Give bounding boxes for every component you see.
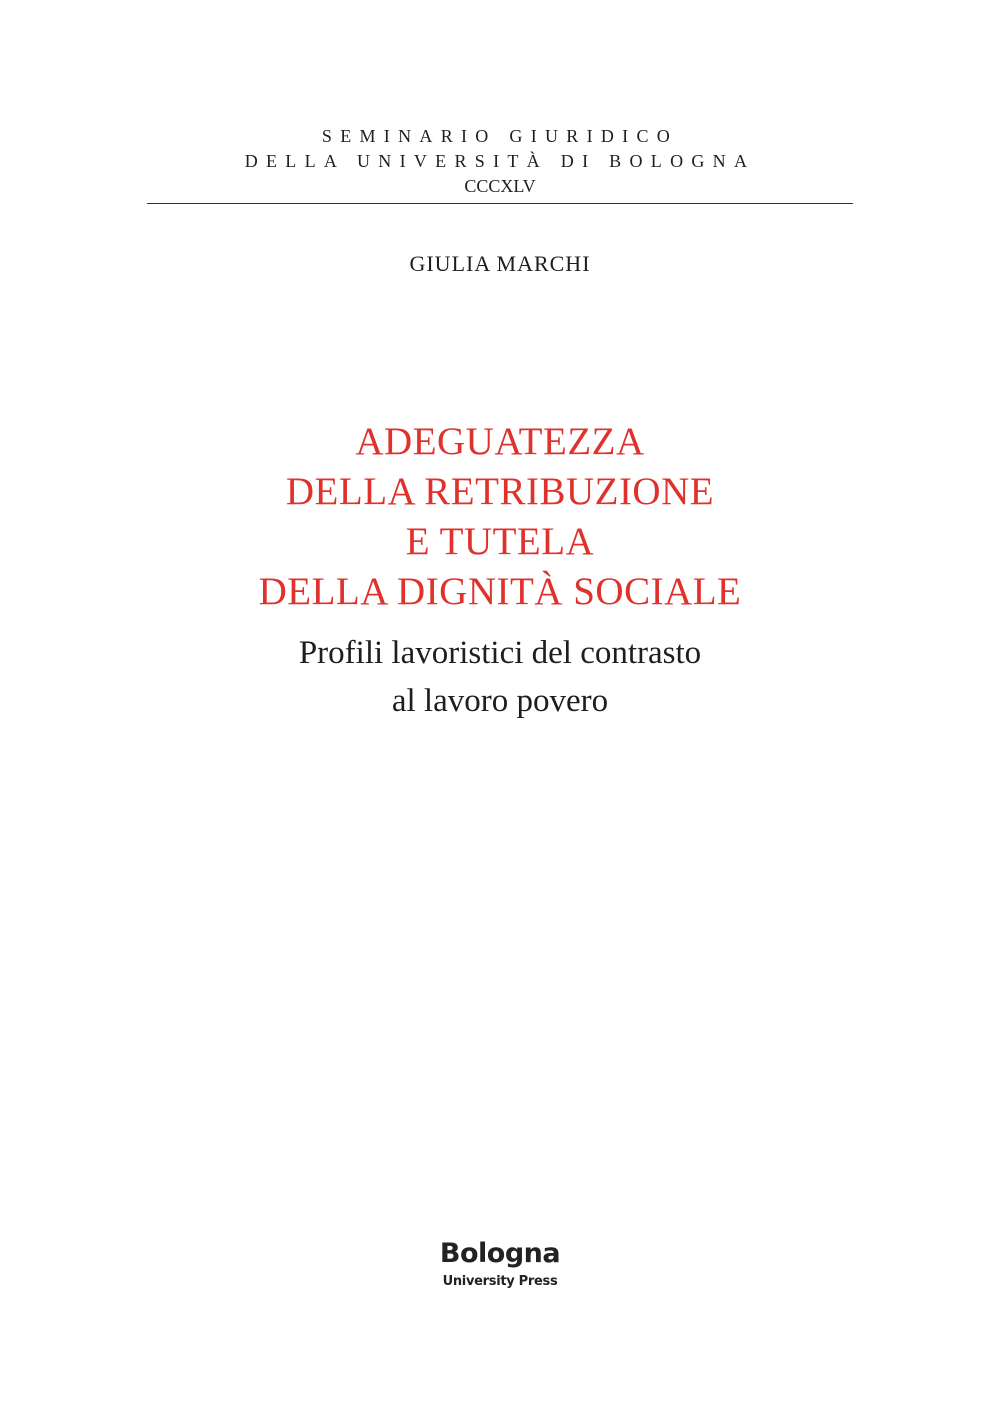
series-name-line-2: DELLA UNIVERSITÀ DI BOLOGNA [244, 151, 756, 171]
series-name-line-1: SEMINARIO GIURIDICO [321, 126, 679, 146]
series-number: CCCXLV [464, 176, 536, 196]
subtitle-line: al lavoro povero [391, 683, 609, 719]
divider [147, 203, 853, 204]
title-line: E TUTELA [405, 520, 595, 563]
publisher-logo-subname: University Press [442, 1274, 558, 1289]
book-title [0, 417, 1000, 617]
author-name: GIULIA MARCHI [409, 251, 591, 276]
subtitle-line: Profili lavoristici del contrasto [298, 635, 702, 671]
book-subtitle [0, 629, 1000, 725]
title-line: ADEGUATEZZA [355, 420, 645, 463]
publisher-logo-name: Bologna [439, 1238, 561, 1269]
title-line: DELLA RETRIBUZIONE [285, 470, 715, 513]
title-line: DELLA DIGNITÀ SOCIALE [258, 570, 742, 613]
